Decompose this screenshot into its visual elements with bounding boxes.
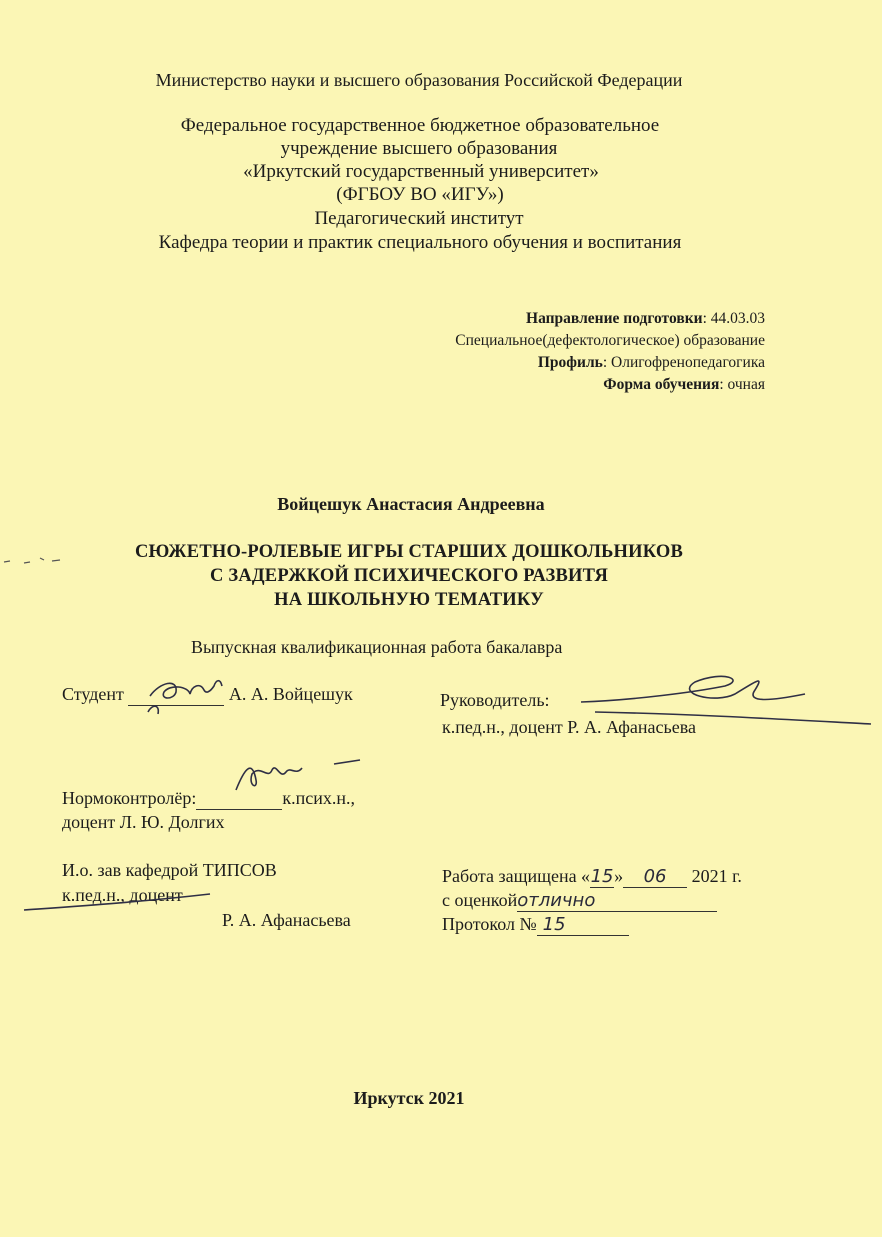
direction-line — [526, 310, 765, 328]
form-line — [603, 376, 765, 394]
grade-label: с оценкой — [442, 890, 518, 910]
university-name: «Иркутский государственный университет» — [243, 161, 599, 182]
defended-year: 2021 г. — [691, 866, 742, 886]
author-name: Войцешук Анастасия Андреевна — [277, 494, 545, 514]
ministry-line: Министерство науки и высшего образования Российской Федерации — [155, 70, 683, 90]
work-type: Выпускная квалификационная работа бакалавра — [191, 637, 563, 657]
form-label: Форма обучения — [603, 376, 720, 393]
student-name: А. А. Войцешук — [228, 684, 353, 704]
head-label: И.о. зав кафедрой ТИПСОВ — [62, 860, 277, 880]
normcontrol-signature — [230, 750, 370, 810]
footer-city-year: Иркутск 2021 — [353, 1088, 465, 1108]
head-title: к.пед.н., доцент — [62, 885, 183, 905]
thesis-title-line-1: СЮЖЕТНО-РОЛЕВЫЕ ИГРЫ СТАРШИХ ДОШКОЛЬНИКОВ — [135, 542, 683, 562]
supervisor-signature — [575, 664, 875, 734]
head-signature — [20, 882, 220, 922]
university-abbrev: (ФГБОУ ВО «ИГУ») — [336, 184, 504, 205]
normcontrol-name: доцент Л. Ю. Долгих — [62, 812, 225, 832]
protocol-label: Протокол № — [442, 914, 537, 934]
defense-line — [442, 866, 742, 888]
defended-day: 15 — [590, 866, 614, 887]
profile-label: Профиль — [537, 354, 603, 371]
student-label: Студент — [62, 684, 124, 704]
form-value: : очная — [719, 376, 765, 393]
normcontrol-label: Нормоконтролёр: — [62, 788, 197, 808]
defended-month: 06 — [623, 866, 687, 888]
institute-name: Педагогический институт — [314, 208, 524, 229]
institution-line-2: учреждение высшего образования — [280, 138, 558, 159]
direction-name: Специальное(дефектологическое) образование — [455, 332, 765, 349]
normcontrol-title: к.псих.н., — [282, 788, 356, 808]
protocol-line — [442, 914, 629, 936]
head-name: Р. А. Афанасьева — [222, 910, 351, 930]
scan-mark — [0, 552, 70, 572]
supervisor-label: Руководитель: — [440, 690, 550, 710]
profile-line — [538, 354, 765, 372]
grade-line — [442, 890, 717, 912]
thesis-title-line-2: С ЗАДЕРЖКОЙ ПСИХИЧЕСКОГО РАЗВИТЯ — [209, 566, 609, 586]
profile-value: : Олигофренопедагогика — [602, 354, 765, 371]
grade-value: отлично — [517, 890, 717, 912]
department-name: Кафедра теории и практик специального обучения и воспитания — [158, 232, 682, 253]
protocol-value: 15 — [537, 914, 629, 936]
thesis-title-line-3: НА ШКОЛЬНУЮ ТЕМАТИКУ — [274, 590, 544, 610]
defended-quote-close: » — [614, 866, 624, 886]
direction-label: Направление подготовки — [526, 310, 703, 327]
institution-line-1: Федеральное государственное бюджетное образовательное — [180, 115, 660, 136]
direction-value: : 44.03.03 — [702, 310, 765, 327]
defended-label: Работа защищена « — [442, 866, 591, 886]
supervisor-title: к.пед.н., доцент Р. А. Афанасьева — [442, 717, 696, 737]
student-signature — [140, 664, 240, 724]
